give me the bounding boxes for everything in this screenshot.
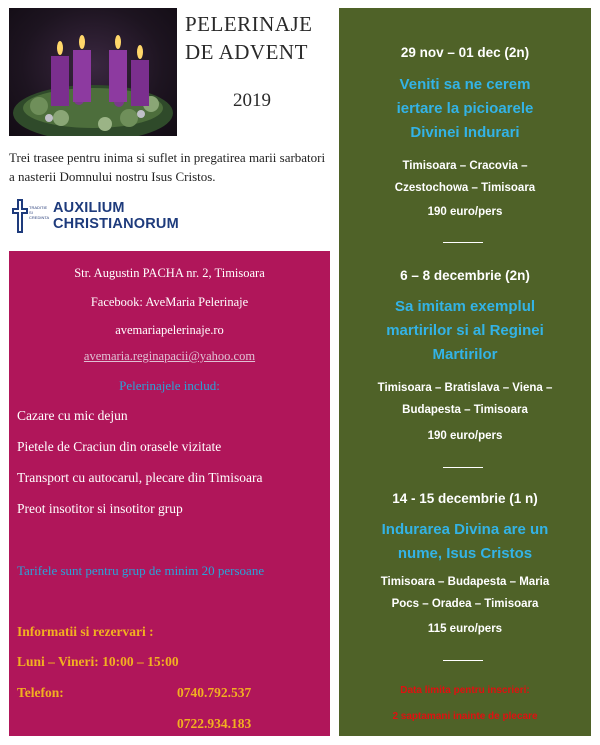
phone-number[interactable]: 0722.934.183 (177, 716, 252, 731)
include-item: Transport cu autocarul, plecare din Timisoara (17, 470, 263, 485)
logo-name-line-1: AUXILIUM (53, 200, 125, 216)
trip-3-route-line: Timisoara – Budapesta – Maria (380, 576, 550, 588)
trip-2-price: 190 euro/pers (427, 430, 503, 442)
separator (443, 660, 483, 661)
trip-2-theme-line: martirilor si al Reginei (386, 322, 544, 339)
trip-3-route-line: Pocs – Oradea – Timisoara (391, 598, 539, 610)
phone-label: Telefon: (17, 685, 64, 700)
trip-3-theme (339, 518, 591, 566)
trip-1-theme-line: iertare la picioarele (396, 100, 534, 117)
advent-wreath-photo (9, 8, 177, 136)
facebook-link[interactable]: Facebook: AveMaria Pelerinaje (90, 295, 249, 309)
title-year: 2019 (233, 90, 271, 111)
contact-panel (9, 251, 330, 736)
deadline-line-1: Data limita pentru inscrieri: (400, 685, 530, 696)
trip-3-price: 115 euro/pers (427, 623, 503, 635)
trip-2-theme-line: Martirilor (432, 346, 498, 363)
include-item: Pietele de Craciun din orasele vizitate (17, 439, 222, 454)
trip-1-route-line: Czestochowa – Timisoara (394, 182, 536, 194)
trip-2-route (339, 377, 591, 421)
includes-heading: Pelerinajele includ: (119, 378, 220, 393)
tariff-note: Tarifele sunt pentru grup de minim 20 persoane (17, 563, 265, 578)
deadline-line-2: 2 saptamani inainte de plecare (392, 711, 538, 722)
address: Str. Augustin PACHA nr. 2, Timisoara (74, 266, 265, 280)
trip-1-date: 29 nov – 01 dec (2n) (400, 45, 530, 60)
auxilium-logo (12, 197, 179, 237)
booking-heading: Informatii si rezervari : (17, 624, 154, 639)
trip-2-theme-line: Sa imitam exemplul (394, 298, 536, 315)
trips-panel (339, 8, 591, 736)
title-line-2: DE ADVENT (185, 40, 308, 64)
trip-3-theme-line: Indurarea Divina are un (381, 521, 549, 538)
trip-3-date: 14 - 15 decembrie (1 n) (392, 491, 538, 506)
include-item: Cazare cu mic dejun (17, 408, 128, 423)
cross-icon (12, 199, 28, 233)
trip-2-route-line: Budapesta – Timisoara (402, 404, 528, 416)
include-item: Preot insotitor si insotitor grup (17, 501, 183, 516)
trip-1-theme-line: Veniti sa ne cerem (399, 76, 531, 93)
trip-3-theme-line: nume, Isus Cristos (397, 545, 533, 562)
logo-small-text: TRADITIE SI CREDINTA (29, 205, 50, 220)
phone-number[interactable]: 0740.792.537 (177, 685, 252, 700)
separator (443, 242, 483, 243)
trip-1-route (339, 155, 591, 199)
separator (443, 467, 483, 468)
trip-1-price: 190 euro/pers (427, 206, 503, 218)
trip-2-date: 6 – 8 decembrie (2n) (400, 268, 530, 283)
email-link[interactable]: avemaria.reginapacii@yahoo.com (83, 349, 256, 363)
logo-name-line-2: CHRISTIANORUM (53, 216, 179, 232)
trip-3-route (339, 571, 591, 615)
logo-name (53, 200, 179, 232)
title-line-1: PELERINAJE (185, 12, 313, 36)
trip-1-theme (339, 73, 591, 145)
title-block (185, 10, 330, 111)
intro-text: Trei trasee pentru inima si suflet in pregatirea marii sarbatori a nasterii Domnului nostru Isus Cristos. (9, 150, 326, 184)
trip-2-theme (339, 295, 591, 367)
trip-1-theme-line: Divinei Indurari (410, 124, 520, 141)
trip-2-route-line: Timisoara – Bratislava – Viena – (377, 382, 553, 394)
booking-hours: Luni – Vineri: 10:00 – 15:00 (17, 654, 179, 669)
trip-1-route-line: Timisoara – Cracovia – (402, 160, 528, 172)
website-link[interactable]: avemariapelerinaje.ro (115, 323, 224, 337)
